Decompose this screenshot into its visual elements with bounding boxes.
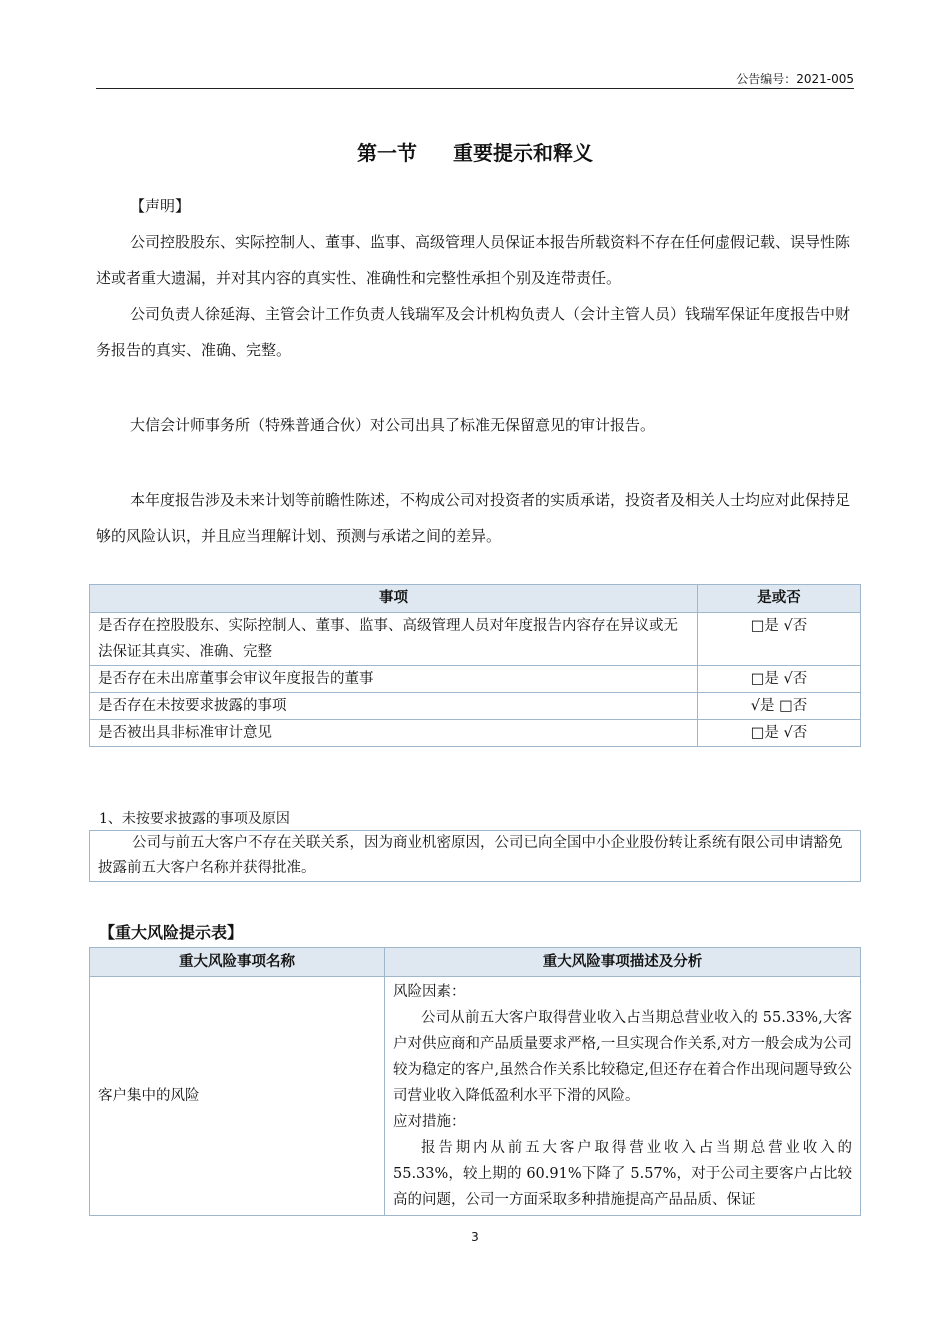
row-item: 是否被出具非标准审计意见: [90, 720, 698, 747]
header-answer: 是或否: [698, 585, 861, 613]
table-row: [90, 693, 861, 720]
section-title: [0, 137, 950, 166]
page-number: 3: [471, 1230, 479, 1244]
table-row: [90, 720, 861, 747]
row-item: 是否存在控股股东、实际控制人、董事、监事、高级管理人员对年度报告内容存在异议或无法保证其真实、准确、完整: [90, 613, 698, 666]
risk-table-title: 【重大风险提示表】: [99, 923, 244, 942]
risk-factor-text: 公司从前五大客户取得营业收入占当期总营业收入的 55.33%,大客户对供应商和产品质量要求严格,一旦实现合作关系,对方一般会成为公司较为稳定的客户,虽然合作关系比较稳定,但还存在着合作出现问题导致公司营业收入降低盈利水平下滑的风险。: [393, 1010, 852, 1104]
table-header-row: [90, 948, 861, 977]
statement-paragraph-4: 本年度报告涉及未来计划等前瞻性陈述，不构成公司对投资者的实质承诺，投资者及相关人士均应对此保持足够的风险认识，并且应当理解计划、预测与承诺之间的差异。: [96, 491, 851, 545]
table-row: [90, 977, 861, 1216]
section-name: 重要提示和释义: [453, 141, 593, 165]
matters-table: [89, 584, 861, 747]
row-answer: √是 □否: [698, 693, 861, 720]
risk-factor-label: 风险因素：: [393, 984, 466, 1000]
row-item: 是否存在未按要求披露的事项: [90, 693, 698, 720]
statement-paragraph-2: 公司负责人徐延海、主管会计工作负责人钱瑞军及会计机构负责人（会计主管人员）钱瑞军保证年度报告中财务报告的真实、准确、完整。: [96, 305, 851, 359]
statement-paragraph-1: 公司控股股东、实际控制人、董事、监事、高级管理人员保证本报告所载资料不存在任何虚假记载、误导性陈述或者重大遗漏，并对其内容的真实性、准确性和完整性承担个别及连带责任。: [96, 233, 851, 287]
statement-label: 【声明】: [130, 197, 191, 215]
row-answer: □是 √否: [698, 720, 861, 747]
table-row: [90, 666, 861, 693]
risk-name: 客户集中的风险: [90, 977, 385, 1216]
risk-description: [385, 977, 861, 1216]
table-row: [90, 613, 861, 666]
statement-paragraph-3: 大信会计师事务所（特殊普通合伙）对公司出具了标准无保留意见的审计报告。: [130, 416, 656, 434]
section-number: 第一节: [357, 141, 417, 165]
measure-label: 应对措施：: [393, 1114, 466, 1130]
page-header: [96, 68, 854, 89]
row-answer: □是 √否: [698, 666, 861, 693]
header-item: 事项: [90, 585, 698, 613]
header-risk-name: 重大风险事项名称: [90, 948, 385, 977]
risk-table: [89, 947, 861, 1216]
row-answer: □是 √否: [698, 613, 861, 666]
undisclosed-heading: 1、未按要求披露的事项及原因: [99, 811, 290, 827]
doc-number: 公告编号：2021-005: [736, 72, 854, 86]
header-risk-desc: 重大风险事项描述及分析: [385, 948, 861, 977]
measure-text: 报告期内从前五大客户取得营业收入占当期总营业收入的55.33%，较上期的 60.91%下降了 5.57%，对于公司主要客户占比较高的问题，公司一方面采取多种措施提高产品品质、保证: [393, 1140, 852, 1208]
undisclosed-reason: 公司与前五大客户不存在关联关系，因为商业机密原因，公司已向全国中小企业股份转让系统有限公司申请豁免披露前五大客户名称并获得批准。: [89, 830, 861, 882]
table-header-row: [90, 585, 861, 613]
row-item: 是否存在未出席董事会审议年度报告的董事: [90, 666, 698, 693]
